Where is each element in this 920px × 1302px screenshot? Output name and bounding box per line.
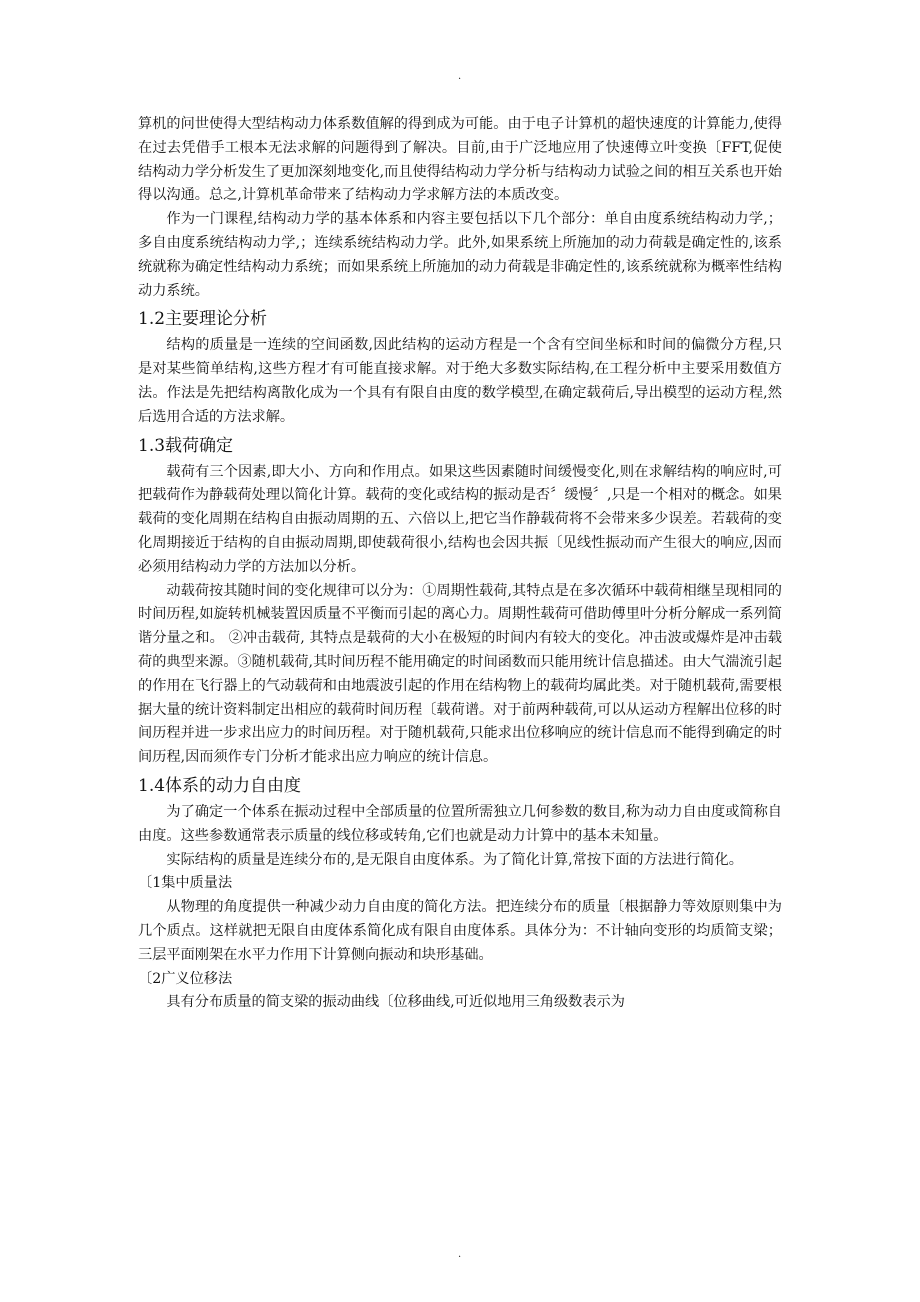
subheading-lumped-mass: 〔1集中质量法 — [138, 875, 233, 892]
paragraph-lumped-mass: 从物理的角度提供一种减少动力自由度的简化方法。把连续分布的质量〔根据静力等效原则集中为几个质点。这样就把无限自由度体系简化成有限自由度体系。具体分为：不计轴向变形的均质简支梁；三层平面刚架在水平力作用下计算侧向振动和块形基础。 — [138, 899, 782, 963]
paragraph-dynamic-load-types: 动载荷按其随时间的变化规律可以分为：①周期性载荷,其特点是在多次循环中载荷相继呈现相同的时间历程,如旋转机械装置因质量不平衡而引起的离心力。周期性载荷可借助傅里叶分析分解成一系列简谐分量之和。 ②冲击载荷, 其特点是载荷的大小在极短的时间内有较大的变化。冲击波或爆炸是冲击载荷的典型来源。③随机载荷,其时间历程不能用确定的时间函数而只能用统计信息描述。由大气湍流引起的作用在飞行器上的气动载荷和由地震波引起的作用在结构物上的载荷均属此类。对于随机载荷,需要根据大量的统计资料制定出相应的载荷时间历程〔载荷谱。对于前两种载荷,可以从运动方程解出位移的时间历程并进一步求出应力的时间历程。对于随机载荷,只能求出位移响应的统计信息而不能得到确定的时间历程,因而须作专门分析才能求出应力响应的统计信息。 — [138, 582, 782, 766]
document-body — [138, 113, 782, 1015]
page-bottom-mark: . — [458, 1249, 462, 1260]
page-top-mark: . — [458, 71, 462, 82]
paragraph-course-system: 作为一门课程,结构动力学的基本体系和内容主要包括以下几个部分：单自由度系统结构动力学,；多自由度系统结构动力学,；连续系统结构动力学。此外,如果系统上所施加的动力荷载是确定性的,该系统就称为确定性结构动力系统；而如果系统上所施加的动力荷载是非确定性的,该系统就称为概率性结构动力系统。 — [138, 211, 782, 299]
section-heading-1-3: 1.3载荷确定 — [138, 435, 234, 456]
paragraph-continuous-mass: 实际结构的质量是连续分布的,是无限自由度体系。为了简化计算,常按下面的方法进行简化。 — [166, 851, 743, 868]
section-heading-1-2: 1.2主要理论分析 — [138, 309, 268, 330]
subheading-generalized-displacement: 〔2广义位移法 — [138, 970, 233, 987]
paragraph-theory-analysis: 结构的质量是一连续的空间函数,因此结构的运动方程是一个含有空间坐标和时间的偏微分方程,只是对某些简单结构,这些方程才有可能直接求解。对于绝大多数实际结构,在工程分析中主要采用数值方法。作法是先把结构离散化成为一个具有有限自由度的数学模型,在确定载荷后,导出模型的运动方程,然后选用合适的方法求解。 — [138, 337, 782, 425]
paragraph-load-factors: 载荷有三个因素,即大小、方向和作用点。如果这些因素随时间缓慢变化,则在求解结构的响应时,可把载荷作为静载荷处理以简化计算。载荷的变化或结构的振动是否〞缓慢〞,只是一个相对的概念。如果载荷的变化周期在结构自由振动周期的五、六倍以上,把它当作静载荷将不会带来多少误差。若载荷的变化周期接近于结构的自由振动周期,即使载荷很小,结构也会因共振〔见线性振动而产生很大的响应,因而必须用结构动力学的方法加以分析。 — [138, 463, 782, 575]
section-heading-1-4: 1.4体系的动力自由度 — [138, 775, 302, 796]
paragraph-generalized-displacement: 具有分布质量的简支梁的振动曲线〔位移曲线,可近似地用三角级数表示为 — [166, 994, 625, 1011]
paragraph-dof-definition: 为了确定一个体系在振动过程中全部质量的位置所需独立几何参数的数目,称为动力自由度或简称自由度。这些参数通常表示质量的线位移或转角,它们也就是动力计算中的基本未知量。 — [138, 803, 782, 844]
paragraph-computing-revolution: 算机的问世使得大型结构动力体系数值解的得到成为可能。由于电子计算机的超快速度的计算能力,使得在过去凭借手工根本无法求解的问题得到了解决。目前,由于广泛地应用了快速傅立叶变换〔FFT,促使结构动力学分析发生了更加深刻地变化,而且使得结构动力学分析与结构动力试验之间的相互关系也开始得以沟通。总之,计算机革命带来了结构动力学求解方法的本质改变。 — [138, 116, 782, 204]
